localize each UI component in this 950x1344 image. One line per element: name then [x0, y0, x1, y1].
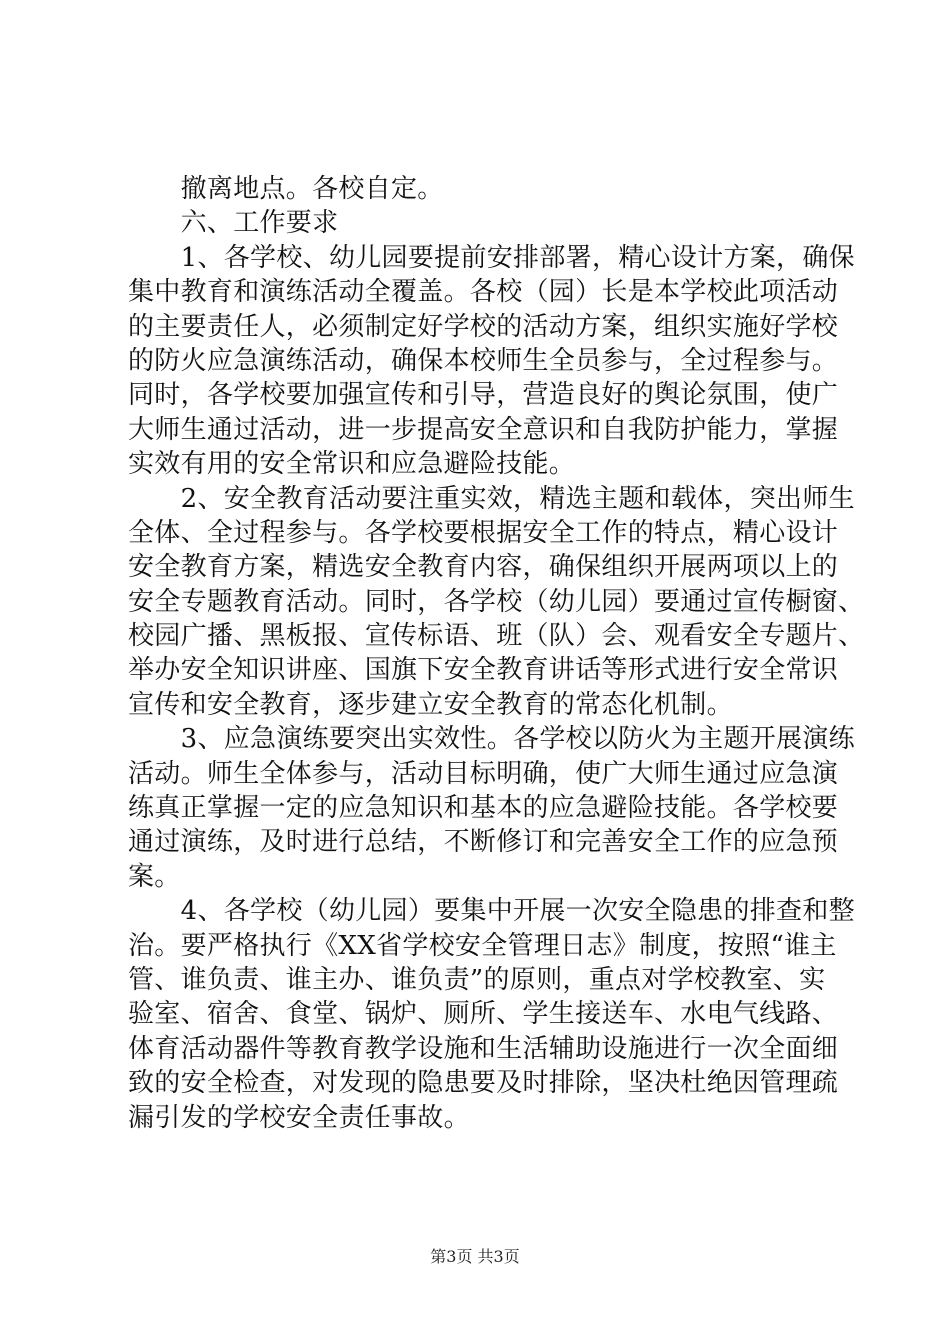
text-line: 大师生通过活动，进一步提高安全意识和自我防护能力，掌握: [128, 414, 839, 445]
text-line: 的主要责任人，必须制定好学校的活动方案，组织实施好学校: [128, 311, 839, 342]
text-line: 体育活动器件等教育教学设施和生活辅助设施进行一次全面细: [128, 1033, 839, 1064]
page-number-footer: 第3页 共3页: [430, 1247, 520, 1266]
text-line: 漏引发的学校安全责任事故。: [128, 1102, 470, 1133]
text-line: 通过演练，及时进行总结，不断修订和完善安全工作的应急预: [128, 827, 839, 858]
text-line: 撤离地点。各校自定。: [128, 174, 444, 204]
text-line: 2、安全教育活动要注重实效，精选主题和载体，突出师生: [128, 483, 855, 514]
text-line: 举办安全知识讲座、国旗下安全教育讲话等形式进行安全常识: [128, 655, 839, 686]
text-line: 案。: [128, 861, 181, 892]
section-heading: 六、工作要求: [128, 208, 339, 239]
text-line: 安全教育方案，精选安全教育内容，确保组织开展两项以上的: [128, 552, 839, 583]
text-line: 1、各学校、幼儿园要提前安排部署，精心设计方案，确保: [128, 242, 855, 273]
text-line: 4、各学校（幼儿园）要集中开展一次安全隐患的排查和整: [128, 896, 855, 927]
text-line: 实效有用的安全常识和应急避险技能。: [128, 449, 576, 480]
text-line: 集中教育和演练活动全覆盖。各校（园）长是本学校此项活动: [128, 277, 839, 308]
text-line: 同时，各学校要加强宣传和引导，营造良好的舆论氛围，使广: [128, 380, 839, 411]
text-line: 管、谁负责、谁主办、谁负责”的原则，重点对学校教室、实: [128, 964, 826, 995]
text-line: 3、应急演练要突出实效性。各学校以防火为主题开展演练: [128, 724, 855, 755]
text-line: 治。要严格执行《XX省学校安全管理日志》制度，按照“谁主: [128, 930, 837, 961]
text-line: 校园广播、黑板报、宣传标语、班（队）会、观看安全专题片、: [128, 621, 865, 652]
text-line: 活动。师生全体参与，活动目标明确，使广大师生通过应急演: [128, 758, 839, 789]
document-body: [128, 172, 865, 1135]
text-line: 的防火应急演练活动，确保本校师生全员参与，全过程参与。: [128, 345, 839, 376]
text-line: 练真正掌握一定的应急知识和基本的应急避险技能。各学校要: [128, 793, 839, 824]
text-line: 全体、全过程参与。各学校要根据安全工作的特点，精心设计: [128, 517, 839, 548]
text-line: 宣传和安全教育，逐步建立安全教育的常态化机制。: [128, 689, 733, 720]
text-line: 安全专题教育活动。同时，各学校（幼儿园）要通过宣传橱窗、: [128, 586, 865, 617]
text-line: 致的安全检查，对发现的隐患要及时排除，坚决杜绝因管理疏: [128, 1068, 839, 1099]
text-line: 验室、宿舍、食堂、锅炉、厕所、学生接送车、水电气线路、: [128, 999, 839, 1030]
